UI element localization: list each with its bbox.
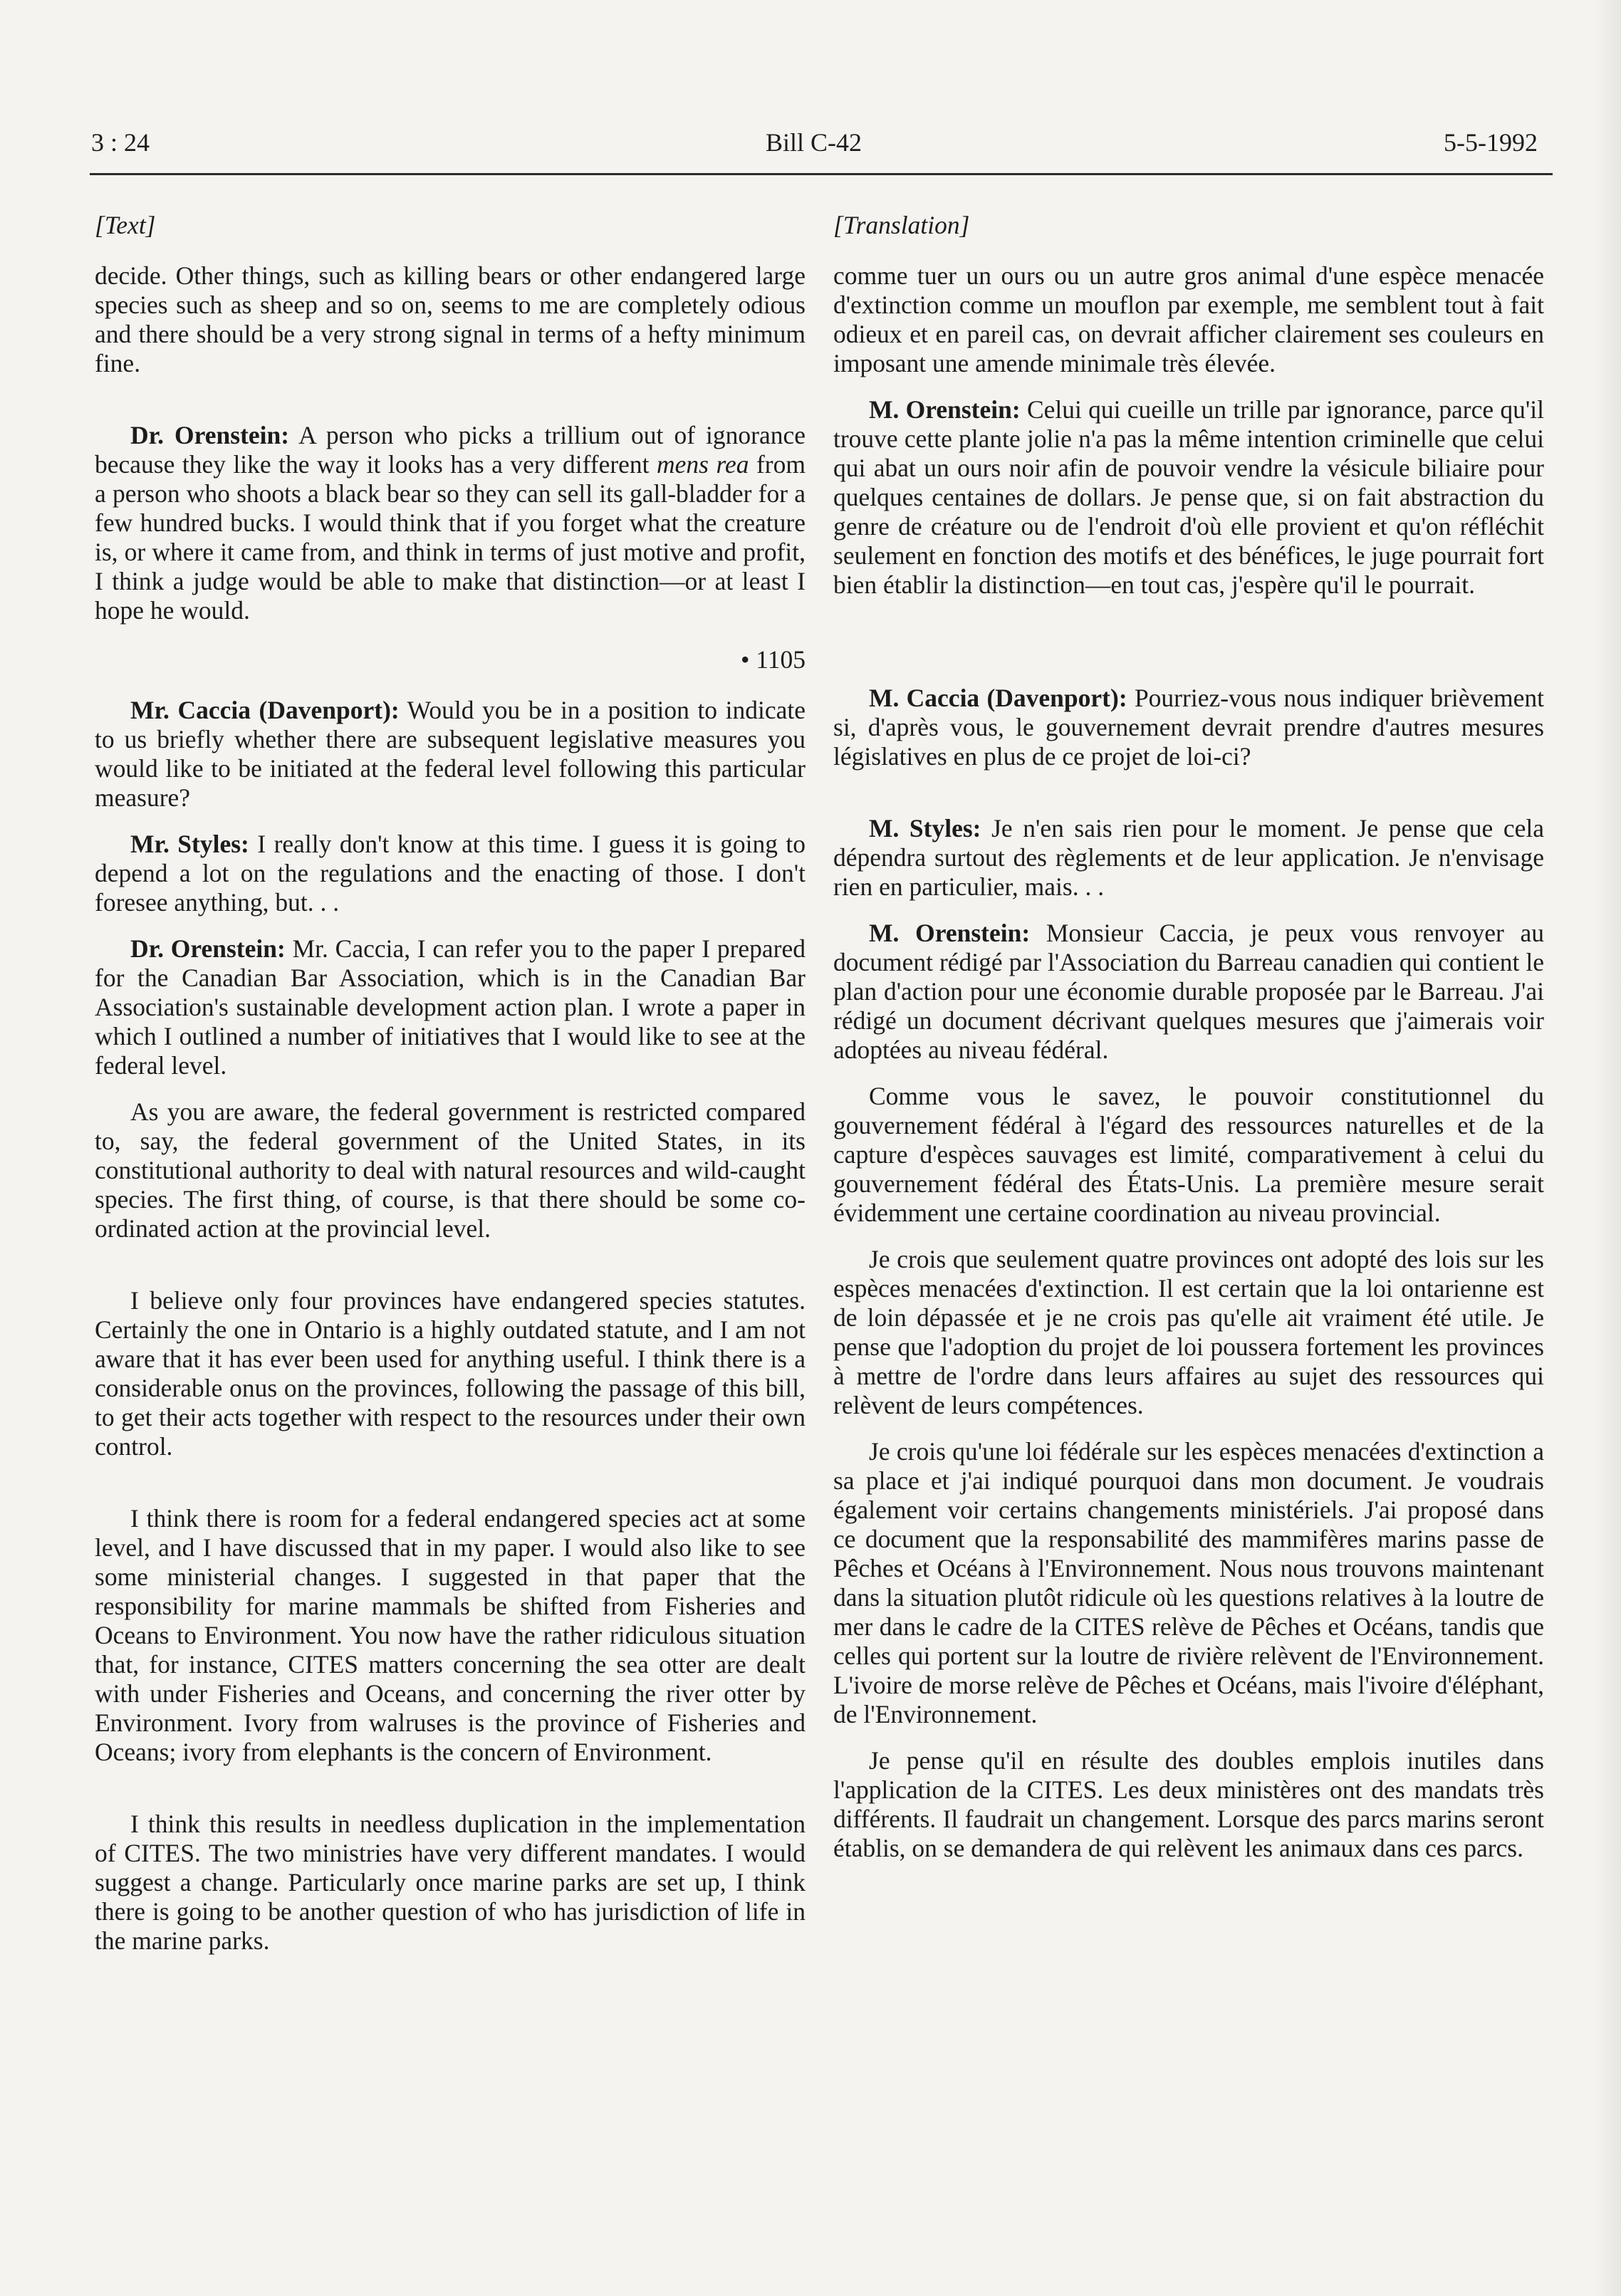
column-label: [Text]	[95, 211, 156, 239]
page-edge-shadow	[1595, 0, 1621, 2296]
speaker-paragraph	[833, 684, 1544, 771]
english-column	[95, 211, 806, 1956]
speaker-name: M. Caccia (Davenport):	[869, 684, 1127, 712]
paragraph: Je crois que seulement quatre provinces ont adopté des lois sur les espèces menacées d'extinction. Il est certain que la loi ontarienne est de loin dépassée et je ne crois pas qu'elle ait vraiment été utile. Je pense que l'adoption du projet de loi poussera fortement les provinces à mettre de l'ordre dans leurs affaires au sujet des ressources qui relèvent de leurs compétences.	[833, 1245, 1544, 1419]
column-label: [Translation]	[833, 211, 970, 239]
speaker-paragraph	[95, 934, 806, 1080]
speech-text: Mr. Caccia, I can refer you to the paper I prepared for the Canadian Bar Association, which is in the Canadian Bar Association's sustainable development action plan. I wrote a paper in which I outlined a number of initiatives that I would like to see at the federal level.	[95, 934, 806, 1080]
bill-title: Bill C-42	[766, 128, 862, 157]
paragraph: I believe only four provinces have endangered species statutes. Certainly the one in Ontario is a highly outdated statute, and I am not aware that it has ever been used for anything useful. I think there is a considerable onus on the provinces, following the passage of this bill, to get their acts together with respect to the resources under their own control.	[95, 1286, 806, 1461]
speech-text: Celui qui cueille un trille par ignorance, parce qu'il trouve cette plante jolie n'a pas la même intention criminelle que celui qui abat un ours noir afin de pouvoir vendre la vésicule biliaire pour quelques centaines de dollars. Je pense que, si on fait abstraction du genre de créature ou de l'endroit d'où elle provient et qu'on réfléchit seulement en fonction des motifs et des bénéfices, le juge pourrait fort bien établir la distinction—en tout cas, j'espère qu'il le pourrait.	[833, 395, 1544, 599]
paragraph: decide. Other things, such as killing bears or other endangered large species such as sheep and so on, seems to me are completely odious and there should be a very strong signal in terms of a hefty minimum fine.	[95, 261, 806, 377]
speech-text: Pourriez-vous nous indiquer brièvement si, d'après vous, le gouvernement devrait prendre d'autres mesures législatives en plus de ce projet de loi-ci?	[833, 684, 1545, 771]
speaker-name: M. Orenstein:	[869, 919, 1031, 947]
speaker-name: Mr. Styles:	[130, 830, 249, 858]
speech-text: A person who picks a trillium out of ignorance because they like the way it looks has a very different	[95, 421, 806, 479]
speaker-paragraph	[95, 696, 806, 813]
speaker-paragraph	[833, 814, 1544, 902]
speech-text: I really don't know at this time. I guess it is going to depend a lot on the regulations and the enacting of those. I don't foresee anything, but. . .	[95, 830, 806, 917]
speech-text: Monsieur Caccia, je peux vous renvoyer au document rédigé par l'Association du Barreau canadien qui contient le plan d'action pour une économie durable proposée par le Barreau. J'ai rédigé un document décrivant quelques mesures que j'aimerais voir adoptées au niveau fédéral.	[833, 919, 1545, 1064]
paragraph: I think this results in needless duplication in the implementation of CITES. The two ministries have very different mandates. I would suggest a change. Particularly once marine parks are set up, I think there is going to be another question of who has jurisdiction of life in the marine parks.	[95, 1810, 806, 1955]
speaker-name: Mr. Caccia (Davenport):	[130, 696, 400, 724]
time-marker: • 1105	[741, 645, 806, 674]
speaker-name: Dr. Orenstein:	[130, 421, 290, 449]
paragraph: Je crois qu'une loi fédérale sur les espèces menacées d'extinction a sa place et j'ai indiqué pourquoi dans mon document. Je voudrais également voir certains changements ministériels. J'ai proposé dans ce document que la responsabilité des mammifères marins passe de Pêches et Océans à l'Environnement. Nous nous trouvons maintenant dans la situation plutôt ridicule où les questions relatives à la loutre de mer dans le cadre de la CITES relève de Pêches et Océans, tandis que celles qui portent sur la loutre de rivière relèvent de l'Environnement. L'ivoire de morse relève de Pêches et Océans, mais l'ivoire d'éléphant, de l'Environnement.	[833, 1437, 1544, 1728]
paragraph: Je pense qu'il en résulte des doubles emplois inutiles dans l'application de la CITES. Les deux ministères ont des mandats très différents. Il faudrait un changement. Lorsque des parcs marins seront établis, on se demandera de qui relèvent les animaux dans ces parcs.	[833, 1746, 1544, 1862]
speaker-paragraph	[833, 395, 1544, 600]
paragraph: As you are aware, the federal government is restricted compared to, say, the federal government of the United States, in its constitutional authority to deal with natural resources and wild-caught species. The first thing, of course, is that there should be some co-ordinated action at the provincial level.	[95, 1097, 806, 1243]
speech-text: from a person who shoots a black bear so they can sell its gall-bladder for a few hundred bucks. I would think that if you forget what the creature is, or where it came from, and think in terms of just motive and profit, I think a judge would be able to make that distinction—or at least I hope he would.	[95, 450, 806, 625]
speaker-paragraph	[833, 919, 1544, 1065]
paragraph: I think there is room for a federal endangered species act at some level, and I have discussed that in my paper. I would also like to see some ministerial changes. I suggested in that paper that the responsibility for marine mammals be shifted from Fisheries and Oceans to Environment. You now have the rather ridiculous situation that, for instance, CITES matters concerning the sea otter are dealt with under Fisheries and Oceans, and concerning the river otter by Environment. Ivory from walruses is the province of Fisheries and Oceans; ivory from elephants is the concern of Environment.	[95, 1504, 806, 1766]
speaker-paragraph	[95, 421, 806, 625]
header-rule	[90, 173, 1553, 175]
speaker-paragraph	[95, 830, 806, 917]
speech-text: Would you be in a position to indicate to us briefly whether there are subsequent legislative measures you would like to be initiated at the federal level following this particular measure?	[95, 696, 806, 812]
speaker-name: M. Orenstein:	[869, 395, 1021, 424]
french-column	[833, 211, 1544, 1863]
speaker-name: M. Styles:	[869, 814, 981, 842]
document-date: 5-5-1992	[1444, 128, 1538, 157]
paragraph: Comme vous le savez, le pouvoir constitutionnel du gouvernement fédéral à l'égard des ressources naturelles et de la capture d'espèces sauvages est limité, comparativement à celui du gouvernement fédéral des États-Unis. La première mesure serait évidemment une certaine coordination au niveau provincial.	[833, 1082, 1544, 1227]
speech-text: Je n'en sais rien pour le moment. Je pense que cela dépendra surtout des règlements et de leur application. Je n'envisage rien en particulier, mais. . .	[833, 814, 1544, 901]
page-number: 3 : 24	[91, 128, 150, 157]
latin-term: mens rea	[657, 450, 749, 479]
paragraph: comme tuer un ours ou un autre gros animal d'une espèce menacée d'extinction comme un mouflon par exemple, me semblent tout à fait odieux et en pareil cas, on devrait afficher clairement ses couleurs en imposant une amende minimale très élevée.	[833, 261, 1544, 377]
speaker-name: Dr. Orenstein:	[130, 934, 286, 963]
